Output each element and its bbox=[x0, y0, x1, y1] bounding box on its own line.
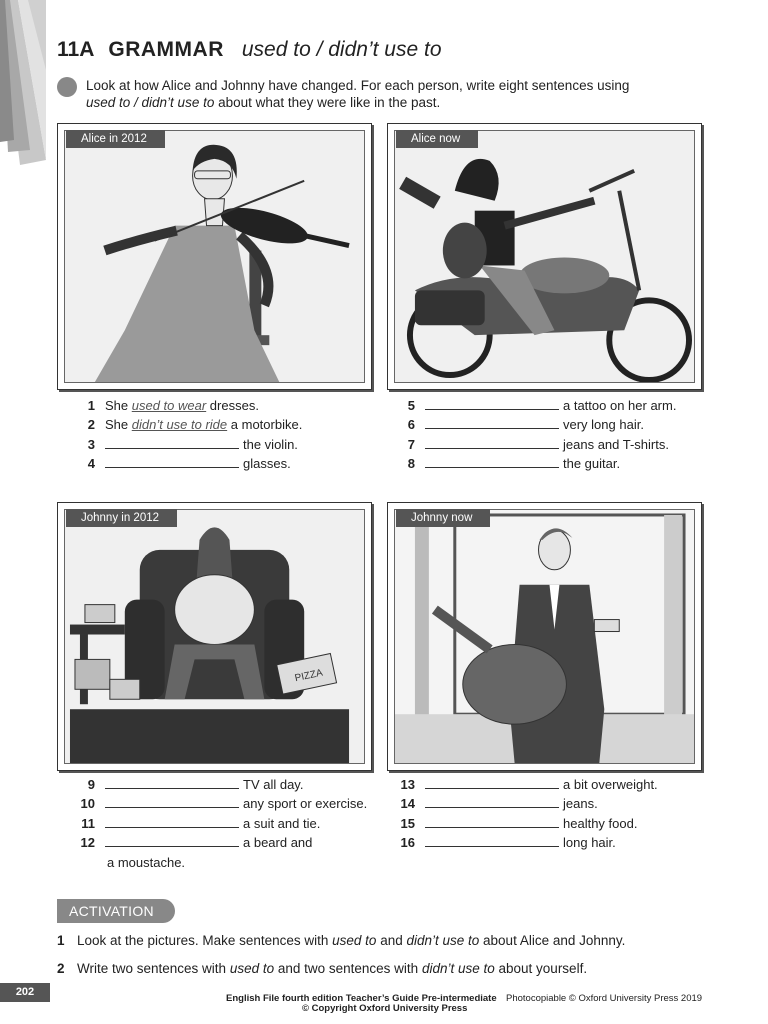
answer-blank[interactable] bbox=[425, 776, 559, 789]
sentence-text: healthy food. bbox=[563, 816, 638, 831]
panel-johnny-2012 bbox=[57, 502, 372, 771]
instructions-line1: Look at how Alice and Johnny have changed. For each person, write eight sentences using bbox=[86, 78, 630, 93]
activation-heading: ACTIVATION bbox=[57, 899, 175, 923]
sentence-14 bbox=[395, 794, 598, 813]
answer-blank[interactable] bbox=[425, 795, 559, 808]
answer-blank[interactable] bbox=[425, 436, 559, 449]
sentence-text: long hair. bbox=[563, 835, 616, 850]
activation-italic: didn’t use to bbox=[421, 961, 495, 976]
sentence-number: 7 bbox=[407, 437, 415, 452]
activation-italic: used to bbox=[229, 961, 275, 976]
sentence-4 bbox=[75, 454, 291, 473]
sentence-text: glasses. bbox=[243, 456, 291, 471]
sentence-number: 9 bbox=[87, 777, 95, 792]
instructions bbox=[86, 77, 726, 111]
instructions-line2: about what they were like in the past. bbox=[214, 95, 441, 110]
sentence-number: 16 bbox=[400, 835, 415, 850]
johnny-armchair-illustration bbox=[65, 510, 364, 763]
example-answer: used to wear bbox=[131, 398, 207, 413]
activation-text: about yourself. bbox=[494, 961, 588, 976]
sentence-13 bbox=[395, 775, 658, 794]
sentence-text: jeans. bbox=[563, 796, 598, 811]
panel-alice-2012 bbox=[57, 123, 372, 390]
sentence-1 bbox=[75, 396, 259, 415]
sentence-number: 4 bbox=[87, 456, 95, 471]
sentence-text: a bit overweight. bbox=[563, 777, 658, 792]
alice-motorbike-illustration bbox=[395, 131, 694, 382]
answer-blank[interactable] bbox=[425, 815, 559, 828]
sentence-text: a beard and bbox=[243, 835, 313, 850]
sentence-12-continuation: a moustache. bbox=[107, 855, 186, 870]
sentence-number: 11 bbox=[81, 816, 95, 831]
activation-text: Write two sentences with bbox=[77, 961, 230, 976]
activation-item-2 bbox=[57, 961, 587, 976]
activation-italic: didn’t use to bbox=[406, 933, 480, 948]
panel-label-johnny-now: Johnny now bbox=[396, 509, 490, 527]
sentence-number: 13 bbox=[400, 777, 415, 792]
answer-blank[interactable] bbox=[425, 397, 559, 410]
activation-text: and bbox=[376, 933, 407, 948]
panel-label-johnny-2012: Johnny in 2012 bbox=[66, 509, 177, 527]
page-number: 202 bbox=[0, 983, 50, 1002]
answer-blank[interactable] bbox=[425, 416, 559, 429]
sentence-2 bbox=[75, 415, 302, 434]
sentence-text: dresses. bbox=[206, 398, 259, 413]
instruction-bullet bbox=[57, 77, 77, 97]
panel-johnny-now bbox=[387, 502, 702, 771]
activation-number: 2 bbox=[57, 961, 65, 976]
activation-italic: used to bbox=[332, 933, 377, 948]
sentence-number: 1 bbox=[87, 398, 95, 413]
sentence-number: 12 bbox=[80, 835, 95, 850]
sentence-15 bbox=[395, 814, 637, 833]
sentence-text: any sport or exercise. bbox=[243, 796, 368, 811]
alice-violin-illustration bbox=[65, 131, 364, 382]
sentence-9 bbox=[75, 775, 303, 794]
pizza-box-text: PIZZA bbox=[293, 667, 324, 685]
activation-number: 1 bbox=[57, 933, 65, 948]
sentence-number: 10 bbox=[80, 796, 95, 811]
panel-label-alice-2012: Alice in 2012 bbox=[66, 130, 165, 148]
sentence-text: the violin. bbox=[243, 437, 298, 452]
sentence-text: a suit and tie. bbox=[243, 816, 321, 831]
sentence-12 bbox=[75, 833, 312, 852]
sentence-11 bbox=[75, 814, 320, 833]
panel-label-alice-now: Alice now bbox=[396, 130, 478, 148]
answer-blank[interactable] bbox=[105, 436, 239, 449]
answer-blank[interactable] bbox=[425, 834, 559, 847]
johnny-suit-illustration bbox=[395, 510, 694, 763]
sentence-number: 14 bbox=[400, 796, 415, 811]
sentence-8 bbox=[395, 454, 620, 473]
answer-blank[interactable] bbox=[105, 455, 239, 468]
sentence-text: a tattoo on her arm. bbox=[563, 398, 677, 413]
activation-text: Look at the pictures. Make sentences with bbox=[77, 933, 333, 948]
sentence-7 bbox=[395, 435, 669, 454]
answer-blank[interactable] bbox=[105, 776, 239, 789]
sentence-text: She bbox=[105, 417, 132, 432]
sentence-10 bbox=[75, 794, 367, 813]
answer-blank[interactable] bbox=[105, 834, 239, 847]
sentence-number: 15 bbox=[400, 816, 415, 831]
sentence-text: TV all day. bbox=[243, 777, 304, 792]
answer-blank[interactable] bbox=[425, 455, 559, 468]
instructions-italic: used to / didn’t use to bbox=[86, 95, 215, 110]
sentence-6 bbox=[395, 415, 644, 434]
activation-text: about Alice and Johnny. bbox=[479, 933, 626, 948]
sentence-number: 8 bbox=[407, 456, 415, 471]
section-name: GRAMMAR bbox=[108, 38, 224, 61]
answer-blank[interactable] bbox=[105, 815, 239, 828]
corner-fan-graphic bbox=[0, 0, 60, 170]
page-subtitle: used to / didn’t use to bbox=[241, 38, 442, 61]
panel-alice-now bbox=[387, 123, 702, 390]
sentence-text: the guitar. bbox=[563, 456, 621, 471]
sentence-16 bbox=[395, 833, 616, 852]
sentence-3 bbox=[75, 435, 298, 454]
sentence-text: a motorbike. bbox=[227, 417, 303, 432]
sentence-text: jeans and T-shirts. bbox=[563, 437, 669, 452]
sentence-number: 3 bbox=[87, 437, 95, 452]
footer-book-title: English File fourth edition Teacher’s Guide Pre-intermediate bbox=[226, 993, 497, 1004]
sentence-text: very long hair. bbox=[563, 417, 644, 432]
footer-photocopiable: Photocopiable © Oxford University Press 2019 bbox=[506, 993, 703, 1004]
footer-copyright: © Copyright Oxford University Press bbox=[302, 1003, 468, 1014]
unit-number: 11A bbox=[57, 38, 95, 61]
example-answer: didn’t use to ride bbox=[131, 417, 228, 432]
sentence-number: 6 bbox=[407, 417, 415, 432]
answer-blank[interactable] bbox=[105, 795, 239, 808]
activation-item-1 bbox=[57, 933, 625, 948]
sentence-text: She bbox=[105, 398, 132, 413]
page-title bbox=[57, 38, 442, 62]
activation-text: and two sentences with bbox=[274, 961, 422, 976]
sentence-5 bbox=[395, 396, 676, 415]
sentence-number: 5 bbox=[407, 398, 415, 413]
sentence-number: 2 bbox=[87, 417, 95, 432]
